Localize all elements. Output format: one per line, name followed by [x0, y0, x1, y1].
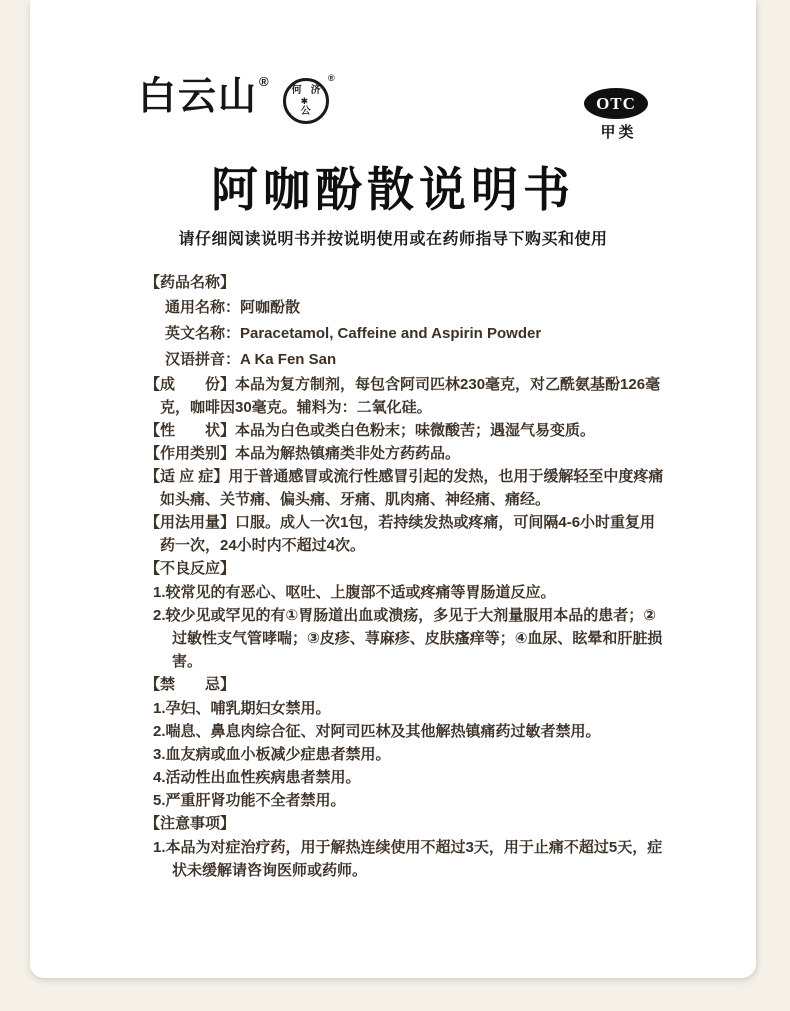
registered-trademark-icon: ® [327, 73, 335, 83]
emblem-char: 何 [291, 85, 302, 96]
section-text: 本品为复方制剂，每包含阿司匹林230毫克，对乙酰氨基酚126毫克，咖啡因30毫克。辅料为：二氧化硅。 [160, 376, 661, 416]
section-description [145, 419, 667, 442]
registered-trademark-icon: ® [259, 74, 269, 89]
otc-class-label: 甲类 [600, 124, 637, 141]
brand-group [138, 73, 335, 124]
emblem-star-icon: ✱ [300, 96, 309, 106]
leaflet-header [30, 0, 756, 142]
precaution-item: 1.本品为对症治疗药，用于解热连续使用不超过3天，用于止痛不超过5天，症状未缓解请咨询医师或药师。 [153, 839, 663, 879]
generic-name-line: 通用名称：阿咖酚散 [165, 299, 301, 316]
baiyunshan-logo: 白云山 [138, 75, 259, 119]
section-text: 口服。成人一次1包，若持续发热或疼痛，可间隔4-6小时重复用药一次，24小时内不超过4次。 [160, 514, 656, 554]
section-text: 用于普通感冒或流行性感冒引起的发热，也用于缓解轻至中度疼痛如头痛、关节痛、偏头痛、牙痛、肌肉痛、神经痛、痛经。 [160, 468, 664, 508]
section-label-adverse-reactions: 【不良反应】 [145, 560, 236, 577]
page-title: 阿咖酚散说明书 [211, 163, 575, 216]
section-text: 本品为白色或类白色粉末；味微酸苦；遇湿气易变质。 [235, 422, 596, 439]
section-label: 【用法用量】 [145, 514, 236, 531]
section-text: 本品为解热镇痛类非处方药药品。 [235, 445, 461, 462]
otc-badge [584, 88, 650, 142]
section-label: 【适 应 症】 [145, 468, 229, 485]
section-label-drug-name: 【药品名称】 [145, 274, 236, 291]
section-label: 【性 状】 [145, 422, 236, 439]
section-label-contraindications: 【禁 忌】 [145, 676, 236, 693]
section-category [145, 442, 667, 465]
otc-oval-icon: OTC [584, 88, 648, 119]
contraindication-item: 4.活动性出血性疾病患者禁用。 [153, 769, 361, 786]
leaflet-body [145, 271, 667, 882]
adverse-reaction-item: 2.较少见或罕见的有①胃肠道出血或溃疡，多见于大剂量服用本品的患者；②过敏性支气管哮喘；③皮疹、荨麻疹、皮肤瘙痒等；④血尿、眩晕和肝脏损害。 [153, 607, 663, 670]
pinyin-name-line: 汉语拼音：A Ka Fen San [165, 351, 337, 368]
leaflet-page [30, 0, 756, 978]
section-dosage [145, 511, 667, 557]
emblem-char: 公 [300, 106, 311, 117]
section-label: 【成 份】 [145, 376, 236, 393]
read-instructions-notice: 请仔细阅读说明书并按说明使用或在药师指导下购买和使用 [178, 231, 608, 248]
contraindication-item: 2.喘息、鼻息肉综合征、对阿司匹林及其他解热镇痛药过敏者禁用。 [153, 723, 601, 740]
section-label: 【作用类别】 [145, 445, 236, 462]
section-label-precautions: 【注意事项】 [145, 815, 236, 832]
emblem-char: 济 [310, 85, 321, 96]
section-indications [145, 465, 667, 511]
adverse-reaction-item: 1.较常见的有恶心、呕吐、上腹部不适或疼痛等胃肠道反应。 [153, 584, 556, 601]
contraindication-item: 1.孕妇、哺乳期妇女禁用。 [153, 700, 331, 717]
hejigong-emblem-icon [283, 73, 335, 124]
section-ingredients [145, 373, 667, 419]
contraindication-item: 5.严重肝肾功能不全者禁用。 [153, 792, 346, 809]
contraindication-item: 3.血友病或血小板减少症患者禁用。 [153, 746, 391, 763]
english-name-line: 英文名称：Paracetamol, Caffeine and Aspirin Powder [165, 325, 542, 342]
